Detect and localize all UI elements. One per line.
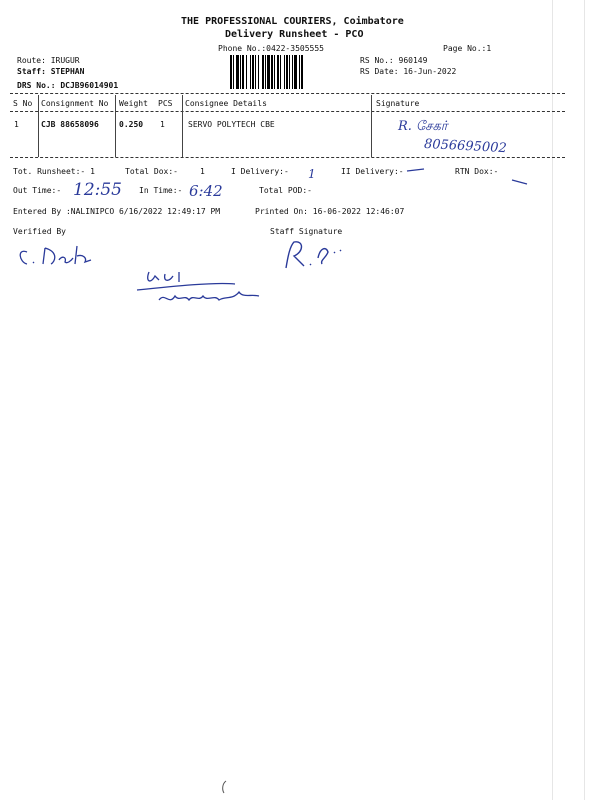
receiver-phone-handwritten: 8056695002: [423, 136, 508, 157]
col-header-consignment: Consignment No: [41, 99, 109, 108]
barcode-bar: [284, 55, 285, 89]
col-header-weight: Weight: [119, 99, 148, 108]
barcode-bar: [299, 55, 300, 89]
col-header-sno: S No: [13, 99, 33, 108]
col-header-signature: Signature: [376, 99, 420, 108]
barcode-bar: [258, 55, 259, 89]
barcode: [230, 55, 342, 89]
verifier-signature: [15, 240, 115, 270]
receiver-signature: [135, 266, 275, 316]
barcode-bar: [292, 55, 293, 89]
pen-mark: [220, 780, 230, 794]
in-time-handwritten: 6:42: [189, 182, 223, 200]
company-title: THE PROFESSIONAL COURIERS, Coimbatore: [181, 16, 404, 27]
col-divider: [115, 95, 116, 157]
row-pcs: 1: [160, 120, 165, 129]
staff-name: Staff: STEPHAN: [17, 67, 85, 76]
barcode-bar: [242, 55, 244, 89]
barcode-bar: [240, 55, 241, 89]
far-right-page-edge: [584, 0, 585, 800]
barcode-bar: [255, 55, 256, 89]
row-consignee: SERVO POLYTECH CBE: [188, 120, 275, 129]
barcode-bar: [286, 55, 288, 89]
barcode-bar: [250, 55, 251, 89]
barcode-bar: [280, 55, 281, 89]
receiver-name-handwritten: R. சேகர்: [398, 119, 448, 134]
col-header-consignee: Consignee Details: [185, 99, 267, 108]
in-time-label: In Time:-: [139, 186, 183, 195]
phone-number: Phone No.:0422-3505555: [218, 44, 324, 53]
barcode-bar: [265, 55, 266, 89]
barcode-bar: [274, 55, 275, 89]
printed-on: Printed On: 16-06-2022 12:46:07: [255, 207, 405, 216]
i-delivery-handwritten: 1: [308, 167, 316, 181]
document-subtitle: Delivery Runsheet - PCO: [225, 29, 364, 40]
staff-signature-label: Staff Signature: [270, 227, 343, 236]
out-time-label: Out Time:-: [13, 186, 62, 195]
total-dox-value: 1: [200, 167, 205, 176]
drs-number: DRS No.: DCJB96014901: [17, 81, 119, 90]
table-header-rule: [10, 111, 565, 112]
col-divider: [182, 95, 183, 157]
verified-by-label: Verified By: [13, 227, 66, 236]
staff-signature-mark: [268, 238, 348, 278]
entered-by: Entered By :NALINIPCO 6/16/2022 12:49:17 PM: [13, 207, 221, 216]
barcode-bar: [252, 55, 254, 89]
route: Route: IRUGUR: [17, 56, 80, 65]
col-divider: [38, 95, 39, 157]
barcode-bar: [271, 55, 273, 89]
page-number: Page No.:1: [443, 44, 492, 53]
row-consignment: CJB 88658096: [41, 120, 99, 129]
barcode-bar: [236, 55, 239, 89]
right-page-edge: [552, 0, 553, 800]
barcode-bar: [301, 55, 303, 89]
rtn-dox-label: RTN Dox:-: [455, 167, 499, 176]
barcode-bar: [233, 55, 234, 89]
col-divider: [371, 95, 372, 157]
total-dox-label: Total Dox:-: [125, 167, 178, 176]
total-pod-label: Total POD:-: [259, 186, 312, 195]
barcode-bar: [267, 55, 270, 89]
barcode-bar: [246, 55, 247, 89]
ii-delivery-label: II Delivery:-: [341, 167, 404, 176]
dash-mark: [510, 177, 530, 187]
i-delivery-label: I Delivery:-: [231, 167, 289, 176]
row-weight: 0.250: [119, 120, 144, 129]
table-top-rule: [10, 93, 565, 94]
barcode-bar: [289, 55, 290, 89]
tot-runsheet: Tot. Runsheet:- 1: [13, 167, 95, 176]
dash-mark: [406, 166, 426, 174]
rs-number: RS No.: 960149: [360, 56, 428, 65]
table-bottom-rule: [10, 157, 565, 158]
barcode-bar: [230, 55, 232, 89]
barcode-bar: [262, 55, 264, 89]
barcode-bar: [277, 55, 279, 89]
barcode-bar: [294, 55, 297, 89]
row-sno: 1: [14, 120, 19, 129]
col-header-pcs: PCS: [158, 99, 173, 108]
rs-date: RS Date: 16-Jun-2022: [360, 67, 457, 76]
out-time-handwritten: 12:55: [73, 180, 122, 200]
